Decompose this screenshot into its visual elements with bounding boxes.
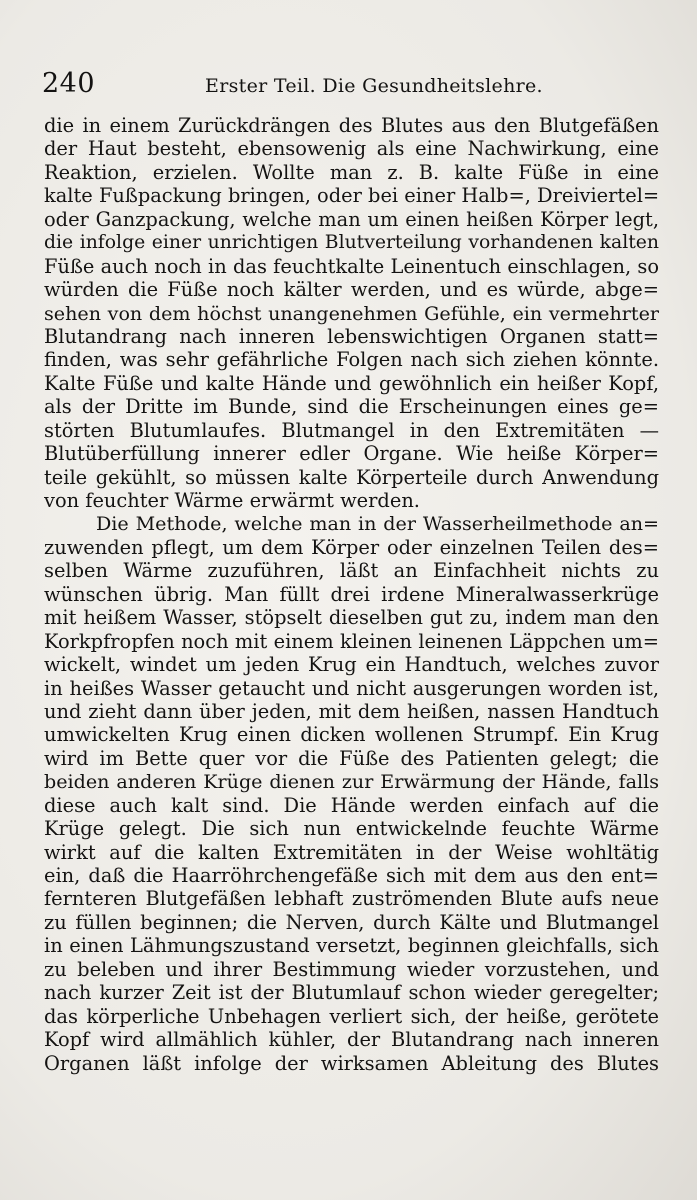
text-line: Korkpfropfen noch mit einem kleinen leinenen Läppchen um=	[44, 629, 659, 653]
text-line: Reaktion, erzielen. Wollte man z. B. kalte Füße in eine	[44, 160, 659, 184]
text-line: finden, was sehr gefährliche Folgen nach sich ziehen könnte.	[44, 348, 659, 372]
text-line: als der Dritte im Bunde, sind die Erscheinungen eines ge=	[44, 395, 659, 419]
text-line: störten Blutumlaufes. Blutmangel in den Extremitäten —	[44, 418, 659, 442]
text-line: die in einem Zurückdrängen des Blutes aus den Blutgefäßen	[44, 114, 659, 137]
text-line: sehen von dem höchst unangenehmen Gefühle, ein vermehrter	[44, 301, 659, 325]
text-line: das körperliche Unbehagen verliert sich, der heiße, gerötete	[44, 1004, 659, 1028]
text-line: Organen läßt infolge der wirksamen Ableitung des Blutes	[44, 1051, 659, 1075]
text-line: von feuchter Wärme erwärmt werden.	[44, 489, 420, 512]
text-line: Füße auch noch in das feuchtkalte Leinentuch einschlagen, so	[44, 254, 659, 278]
running-head: Erster Teil. Die Gesundheitslehre.	[205, 75, 543, 97]
text-line: wirkt auf die kalten Extremitäten in der Weise wohltätig	[44, 840, 659, 864]
text-line: Blutandrang nach inneren lebenswichtigen Organen statt=	[44, 324, 659, 348]
text-line: fernteren Blutgefäßen lebhaft zuströmenden Blute aufs neue	[44, 887, 659, 911]
text-line: zu beleben und ihrer Bestimmung wieder vorzustehen, und	[44, 957, 659, 981]
text-line: selben Wärme zuzuführen, läßt an Einfachheit nichts zu	[44, 559, 659, 583]
text-line: zuwenden pflegt, um dem Körper oder einzelnen Teilen des=	[44, 535, 659, 559]
text-line: Kopf wird allmählich kühler, der Blutandrang nach inneren	[44, 1028, 659, 1052]
page-header	[42, 68, 655, 104]
text-line: Die Methode, welche man in der Wasserheilmethode an=	[96, 512, 659, 536]
page-number: 240	[42, 68, 96, 99]
text-line: und zieht dann über jeden, mit dem heißen, nassen Handtuch	[44, 699, 659, 723]
body-text	[44, 114, 659, 1160]
text-line: Krüge gelegt. Die sich nun entwickelnde feuchte Wärme	[44, 817, 659, 841]
text-line: Kalte Füße und kalte Hände und gewöhnlich ein heißer Kopf,	[44, 371, 659, 395]
text-line: wünschen übrig. Man füllt drei irdene Mineralwasserkrüge	[44, 582, 659, 606]
text-line: Blutüberfüllung innerer edler Organe. Wie heiße Körper=	[44, 442, 659, 466]
text-line: beiden anderen Krüge dienen zur Erwärmung der Hände, falls	[44, 770, 659, 794]
text-line: zu füllen beginnen; die Nerven, durch Kälte und Blutmangel	[44, 910, 659, 934]
text-line: oder Ganzpackung, welche man um einen heißen Körper legt,	[44, 207, 659, 231]
text-line: mit heißem Wasser, stöpselt dieselben gut zu, indem man den	[44, 606, 659, 630]
text-line: wird im Bette quer vor die Füße des Patienten gelegt; die	[44, 746, 659, 770]
text-line: nach kurzer Zeit ist der Blutumlauf schon wieder geregelter;	[44, 981, 659, 1005]
text-line: umwickelten Krug einen dicken wollenen Strumpf. Ein Krug	[44, 723, 659, 747]
text-line: wickelt, windet um jeden Krug ein Handtuch, welches zuvor	[44, 653, 659, 677]
text-line: kalte Fußpackung bringen, oder bei einer Halb=, Dreiviertel=	[44, 184, 659, 208]
text-line: in einen Lähmungszustand versetzt, beginnen gleichfalls, sich	[44, 934, 659, 958]
text-line: diese auch kalt sind. Die Hände werden einfach auf die	[44, 793, 659, 817]
text-line: der Haut besteht, ebensowenig als eine Nachwirkung, eine	[44, 137, 659, 161]
text-line: teile gekühlt, so müssen kalte Körperteile durch Anwendung	[44, 465, 659, 489]
text-line: ein, daß die Haarröhrchengefäße sich mit dem aus den ent=	[44, 864, 659, 887]
text-line: würden die Füße noch kälter werden, und es würde, abge=	[44, 278, 659, 302]
text-line: die infolge einer unrichtigen Blutverteilung vorhandenen kalten	[44, 232, 659, 254]
text-line: in heißes Wasser getaucht und nicht ausgerungen worden ist,	[44, 676, 659, 700]
